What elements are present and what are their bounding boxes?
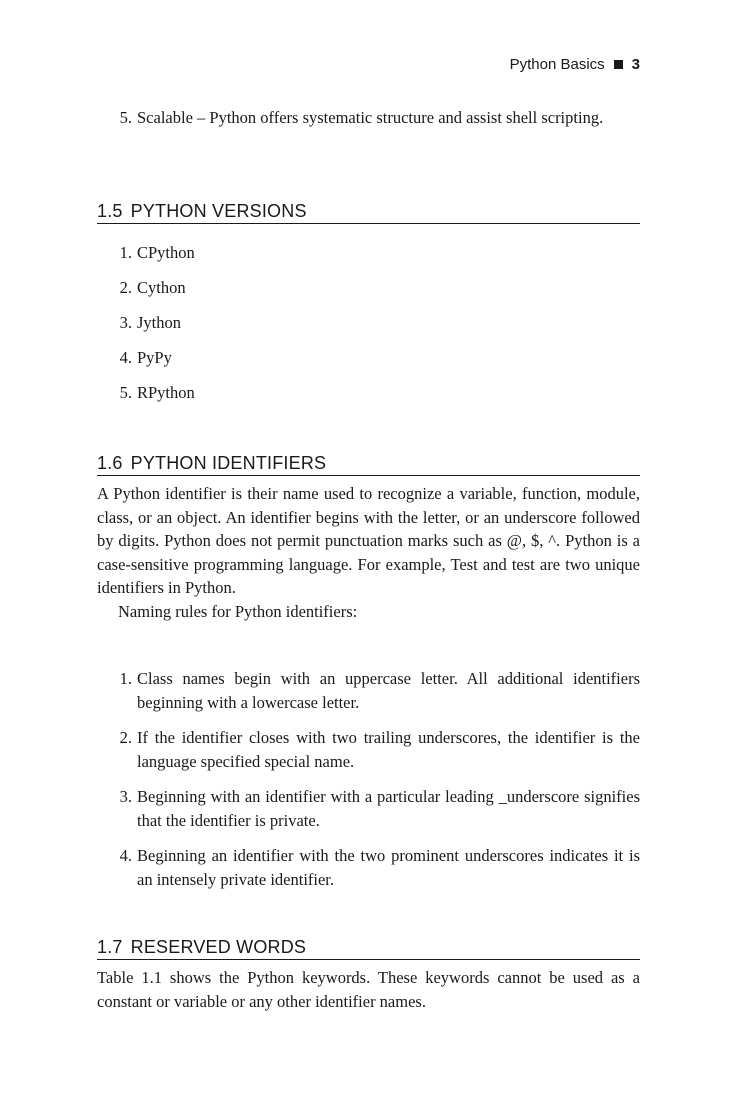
list-item: 1. Class names begin with an uppercase letter. All additional identifiers beginning with a lowercase letter. xyxy=(119,669,640,712)
list-item: 5. Scalable – Python offers systematic structure and assist shell scripting. xyxy=(119,108,604,127)
list-item: 4. PyPy xyxy=(119,348,172,367)
naming-rules-intro: Naming rules for Python identifiers: xyxy=(118,601,358,621)
section-heading-1-5: 1.5 PYTHON VERSIONS xyxy=(97,201,640,224)
list-item: 2. If the identifier closes with two trailing underscores, the identifier is the language specified special name. xyxy=(119,728,640,771)
running-header xyxy=(97,56,640,73)
square-bullet-icon xyxy=(614,60,623,69)
list-item: 3. Jython xyxy=(119,313,182,332)
section-heading-1-6: 1.6 PYTHON IDENTIFIERS xyxy=(97,453,640,476)
identifiers-body xyxy=(97,482,640,623)
naming-rules-list xyxy=(97,667,640,892)
list-item: 1. CPython xyxy=(119,243,195,262)
page-number: 3 xyxy=(631,56,640,73)
list-item: 2. Cython xyxy=(119,278,186,297)
running-title: Python Basics xyxy=(509,56,605,73)
list-item: 3. Beginning with an identifier with a particular leading _underscore signifies that the identifier is private. xyxy=(119,787,640,830)
section-heading-1-7: 1.7 RESERVED WORDS xyxy=(97,937,640,960)
reserved-words-body xyxy=(97,966,640,1013)
identifiers-paragraph: A Python identifier is their name used to recognize a variable, function, module, class, or an object. An identifier begins with the letter, or an underscore followed by digits. Python does not permit punctuation marks such as @, $, ^. Python is a case-sensitive programming language. For example, Test and test are two unique identifiers in Python. xyxy=(97,484,640,597)
reserved-words-paragraph: Table 1.1 shows the Python keywords. These keywords cannot be used as a constant or variable or any other identifier names. xyxy=(97,968,640,1011)
list-item: 4. Beginning an identifier with the two prominent underscores indicates it is an intensely private identifier. xyxy=(119,846,640,889)
intro-list xyxy=(97,106,640,130)
versions-list xyxy=(97,241,640,405)
list-item: 5. RPython xyxy=(119,383,195,402)
